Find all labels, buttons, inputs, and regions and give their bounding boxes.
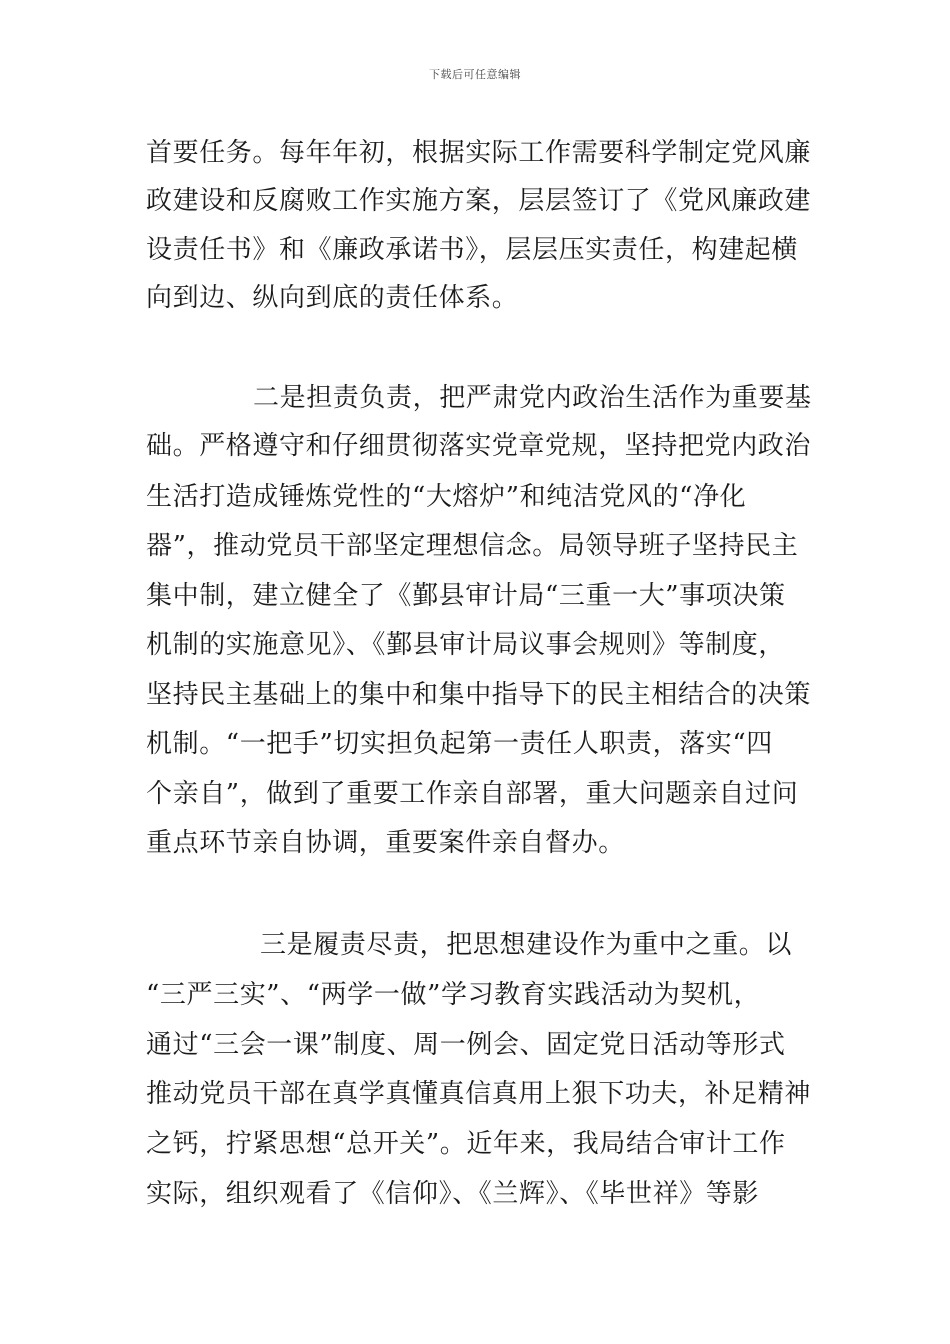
text-line: “三严三实”、“两学一做”学习教育实践活动为契机，: [146, 980, 761, 1010]
text-line: 政建设和反腐败工作实施方案，层层签订了《党风廉政建: [146, 186, 812, 216]
text-line: 机制的实施意见》、《鄞县审计局议事会规则》等制度，: [146, 630, 786, 660]
text-line: 坚持民主基础上的集中和集中指导下的民主相结合的决策: [146, 680, 812, 710]
text-line: 个亲自”，做到了重要工作亲自部署，重大问题亲自过问: [146, 779, 799, 809]
text-line: 集中制，建立健全了《鄞县审计局“三重一大”事项决策: [146, 581, 786, 611]
text-line: 三是履责尽责，把思想建设作为重中之重。以: [260, 930, 793, 960]
text-line: 之钙，拧紧思想“总开关”。近年来，我局结合审计工作: [146, 1129, 786, 1159]
text-line: 机制。“一把手”切实担负起第一责任人职责，落实“四: [146, 729, 773, 759]
text-line: 实际，组织观看了《信仰》、《兰辉》、《毕世祥》等影: [146, 1179, 760, 1209]
text-line: 推动党员干部在真学真懂真信真用上狠下功夫，补足精神: [146, 1079, 812, 1109]
text-line: 二是担责负责，把严肃党内政治生活作为重要基: [253, 383, 812, 413]
text-line: 生活打造成锤炼党性的“大熔炉”和纯洁党风的“净化: [146, 482, 747, 512]
text-line: 础。严格遵守和仔细贯彻落实党章党规，坚持把党内政治: [146, 431, 812, 461]
text-line: 通过“三会一课”制度、周一例会、固定党日活动等形式: [146, 1030, 786, 1060]
page-header: 下载后可任意编辑: [429, 68, 521, 81]
text-line: 重点环节亲自协调，重要案件亲自督办。: [146, 828, 625, 858]
text-line: 首要任务。每年年初，根据实际工作需要科学制定党风廉: [146, 138, 812, 168]
text-line: 向到边、纵向到底的责任体系。: [146, 283, 519, 313]
text-line: 器”，推动党员干部坚定理想信念。局领导班子坚持民主: [146, 531, 799, 561]
text-line: 设责任书》和《廉政承诺书》，层层压实责任，构建起横: [146, 235, 799, 265]
